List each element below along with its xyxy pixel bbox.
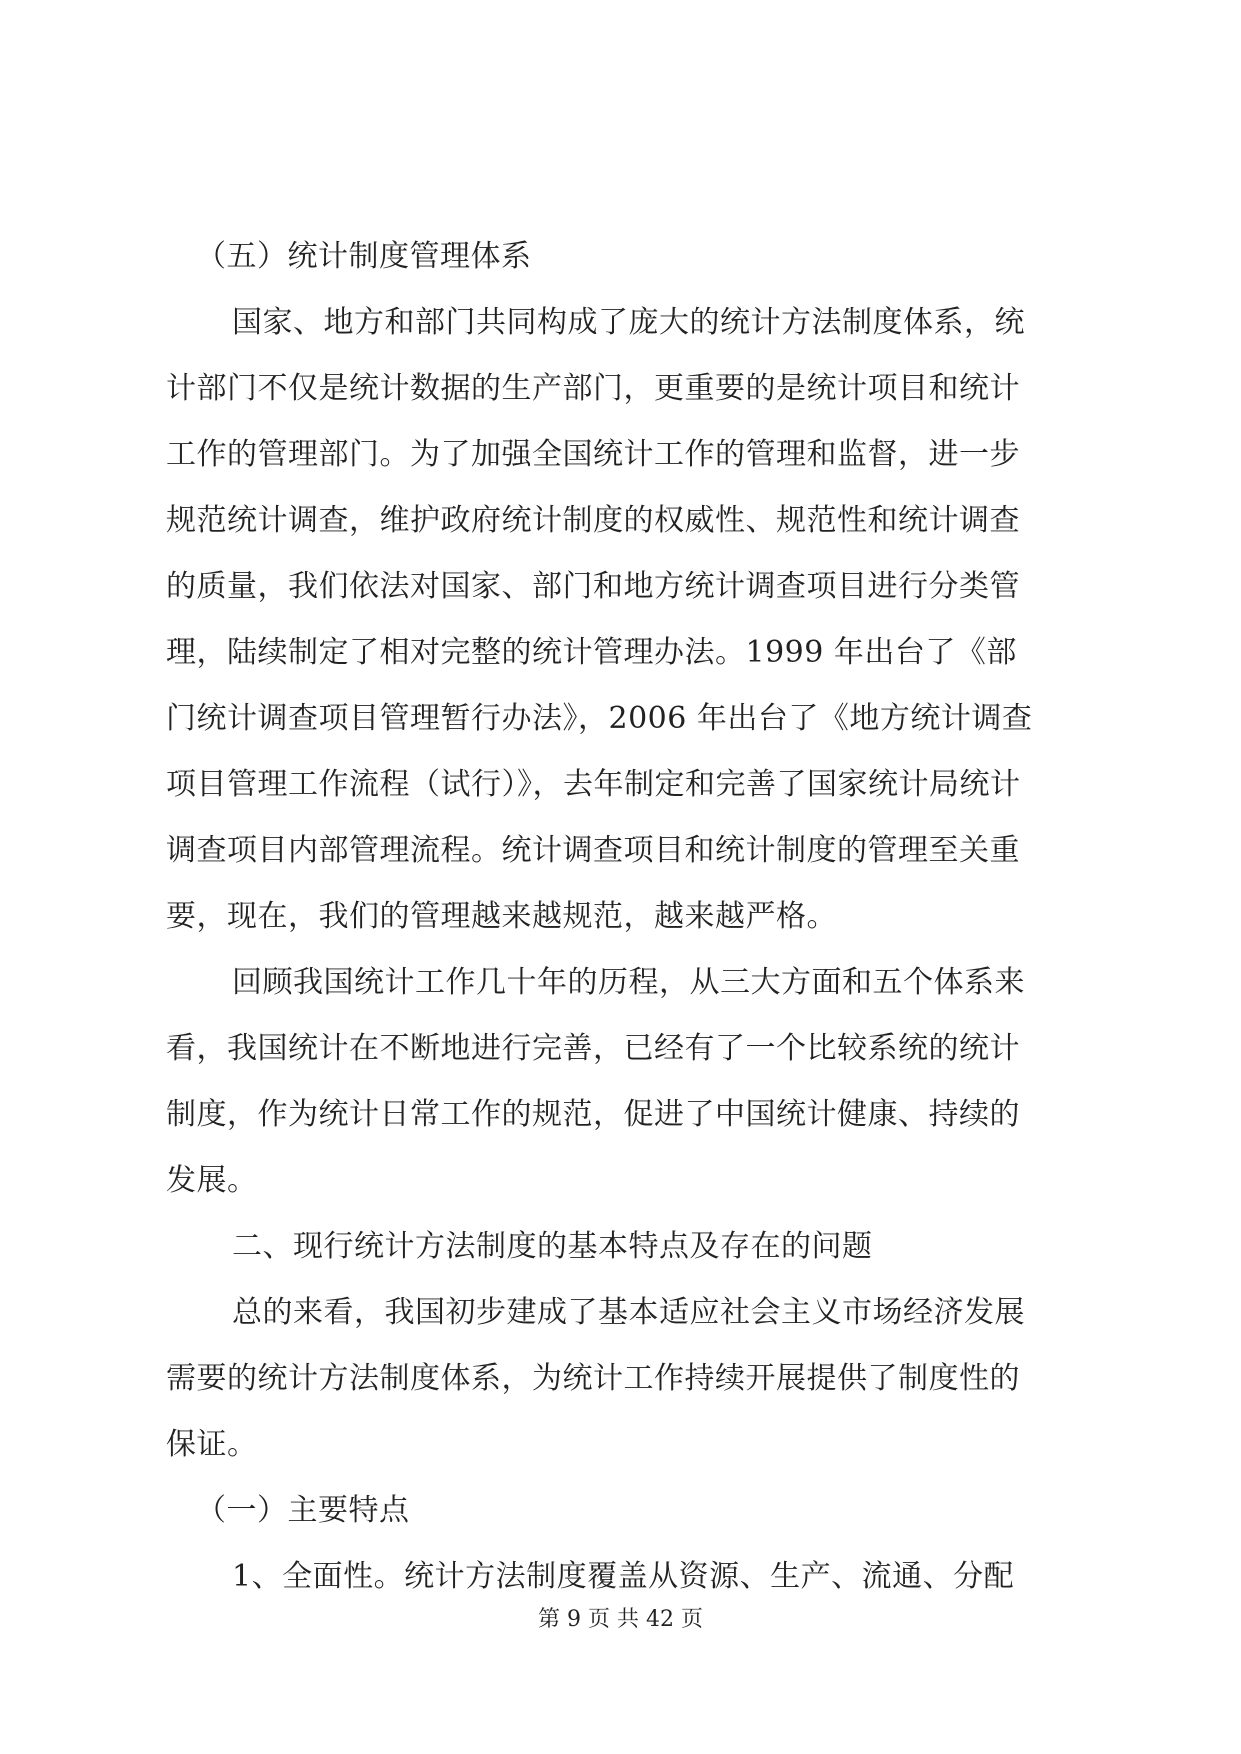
paragraph-line: 1、全面性。统计方法制度覆盖从资源、生产、流通、分配 (232, 1559, 1015, 1594)
paragraph-line: 总的来看，我国初步建成了基本适应社会主义市场经济发展 (232, 1295, 1025, 1330)
paragraph-line: 计部门不仅是统计数据的生产部门，更重要的是统计项目和统计 (166, 371, 1020, 406)
paragraph-line: 发展。 (166, 1163, 258, 1198)
paragraph-line: 需要的统计方法制度体系，为统计工作持续开展提供了制度性的 (166, 1361, 1020, 1396)
paragraph-line: 规范统计调查，维护政府统计制度的权威性、规范性和统计调查 (166, 503, 1020, 538)
paragraph-management-system (166, 290, 1080, 950)
paragraph-line: 门统计调查项目管理暂行办法》，2006 年出台了《地方统计调查 (166, 701, 1033, 736)
paragraph-line: 工作的管理部门。为了加强全国统计工作的管理和监督，进一步 (166, 437, 1020, 472)
subsection-heading-1: （一）主要特点 (196, 1493, 410, 1528)
section-heading-2: 二、现行统计方法制度的基本特点及存在的问题 (232, 1229, 873, 1264)
page-number-footer: 第 9 页 共 42 页 (538, 1607, 703, 1632)
paragraph-review (166, 950, 1080, 1214)
paragraph-line: 调查项目内部管理流程。统计调查项目和统计制度的管理至关重 (166, 833, 1020, 868)
paragraph-line: 要，现在，我们的管理越来越规范，越来越严格。 (166, 899, 837, 934)
paragraph-line: 保证。 (166, 1427, 258, 1462)
document-body (166, 224, 1080, 1610)
paragraph-line: 看，我国统计在不断地进行完善，已经有了一个比较系统的统计 (166, 1031, 1020, 1066)
paragraph-line: 的质量，我们依法对国家、部门和地方统计调查项目进行分类管 (166, 569, 1020, 604)
paragraph-line: 制度，作为统计日常工作的规范，促进了中国统计健康、持续的 (166, 1097, 1020, 1132)
paragraph-line: 国家、地方和部门共同构成了庞大的统计方法制度体系，统 (232, 305, 1025, 340)
paragraph-line: 回顾我国统计工作几十年的历程，从三大方面和五个体系来 (232, 965, 1025, 1000)
paragraph-overview (166, 1280, 1080, 1478)
paragraph-line: 项目管理工作流程（试行）》，去年制定和完善了国家统计局统计 (166, 767, 1021, 802)
section-heading-5: （五）统计制度管理体系 (196, 239, 532, 274)
paragraph-line: 理，陆续制定了相对完整的统计管理办法。1999 年出台了《部 (166, 635, 1017, 670)
paragraph-comprehensiveness (166, 1544, 1080, 1610)
